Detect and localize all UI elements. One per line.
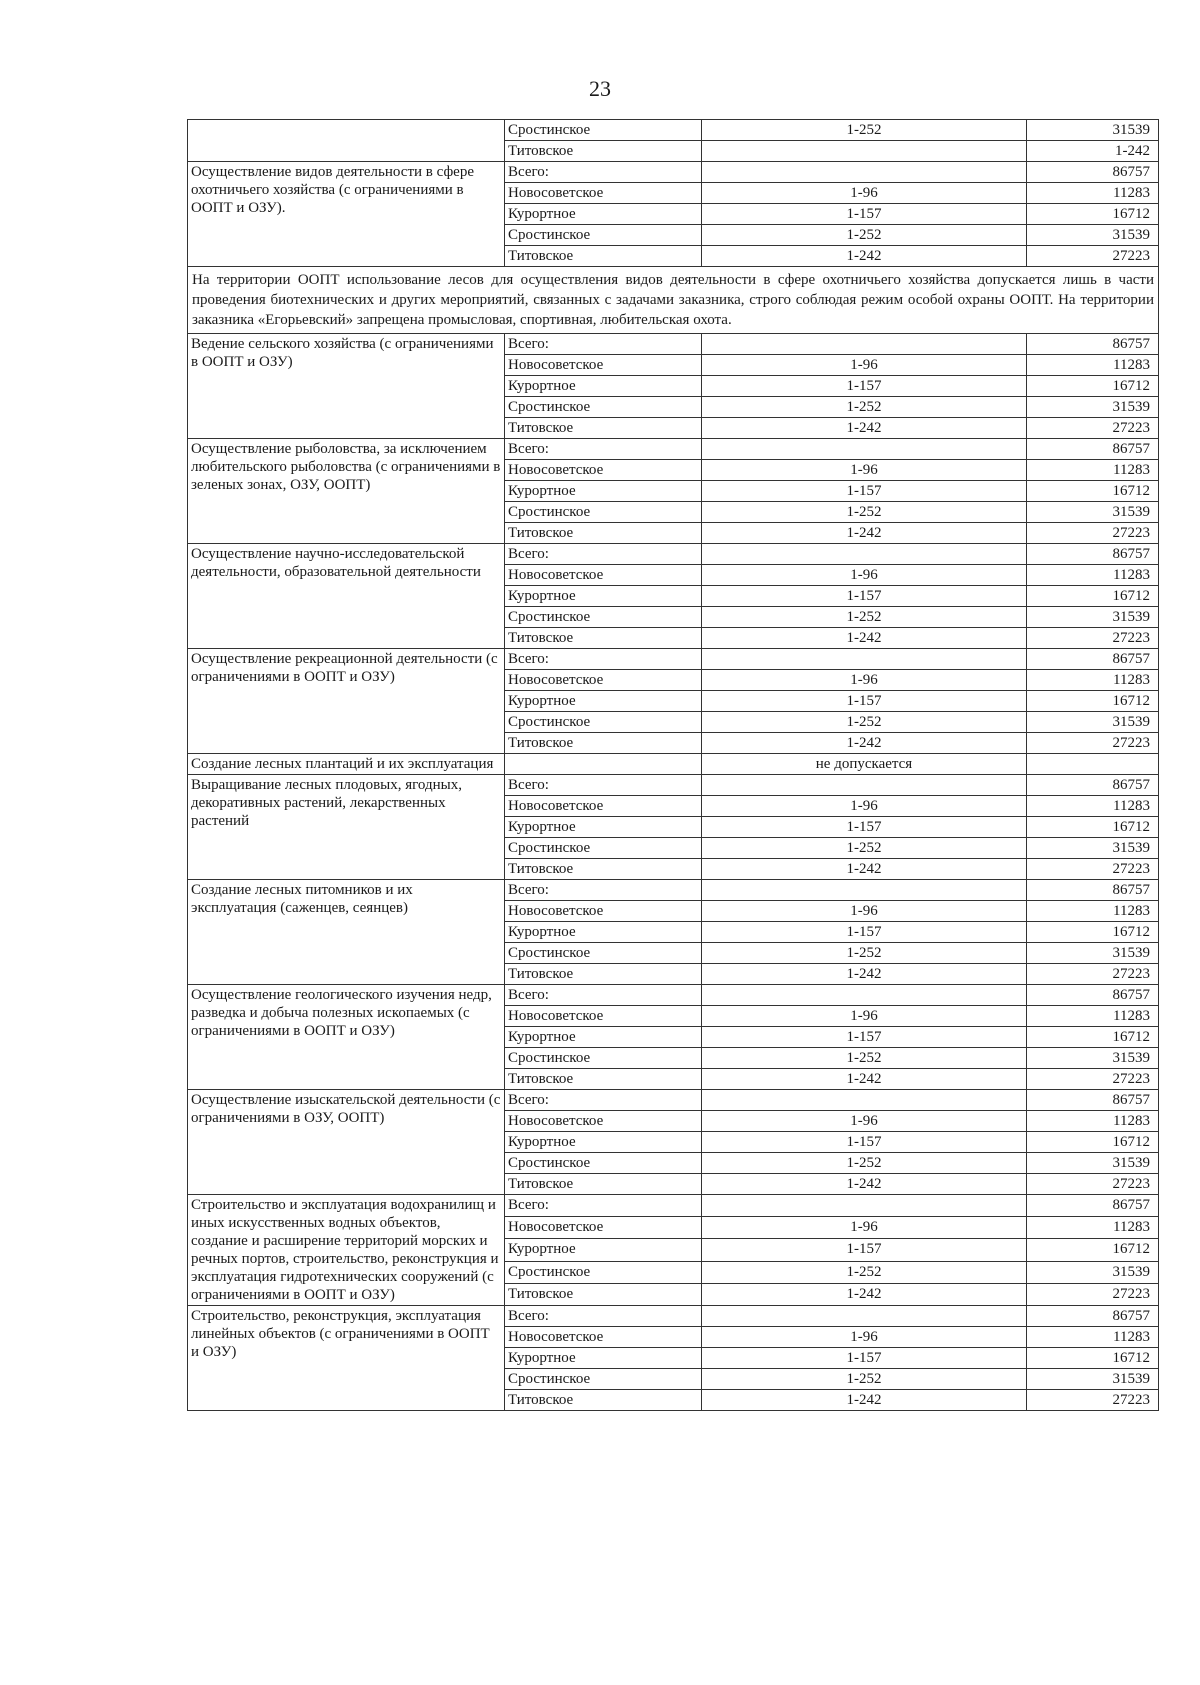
area-cell: 27223 xyxy=(1027,733,1159,754)
quarters-cell: 1-157 xyxy=(702,586,1027,607)
district-cell: Сростинское xyxy=(505,943,702,964)
district-cell: Новосоветское xyxy=(505,1111,702,1132)
district-cell: Курортное xyxy=(505,481,702,502)
area-cell: 16712 xyxy=(1027,1027,1159,1048)
quarters-cell: 1-252 xyxy=(702,943,1027,964)
area-cell: 27223 xyxy=(1027,246,1159,267)
area-cell: 16712 xyxy=(1027,691,1159,712)
district-cell: Сростинское xyxy=(505,502,702,523)
quarters-cell: 1-96 xyxy=(702,565,1027,586)
table-row xyxy=(188,439,1159,460)
area-cell: 11283 xyxy=(1027,901,1159,922)
district-cell: Новосоветское xyxy=(505,1217,702,1239)
area-cell: 86757 xyxy=(1027,649,1159,670)
area-cell: 27223 xyxy=(1027,418,1159,439)
district-cell: Новосоветское xyxy=(505,1006,702,1027)
quarters-cell: 1-96 xyxy=(702,901,1027,922)
quarters-cell: 1-157 xyxy=(702,922,1027,943)
area-cell: 16712 xyxy=(1027,586,1159,607)
table-row xyxy=(188,162,1159,183)
quarters-cell: 1-242 xyxy=(702,1390,1027,1411)
activity-cell: Выращивание лесных плодовых, ягодных, декоративных растений, лекарственных растений xyxy=(188,775,505,880)
area-cell: 11283 xyxy=(1027,1111,1159,1132)
activity-cell: Осуществление рыболовства, за исключением любительского рыболовства (с ограничениями в зеленых зонах, ОЗУ, ООПТ) xyxy=(188,439,505,544)
district-cell: Титовское xyxy=(505,1283,702,1305)
area-cell: 11283 xyxy=(1027,565,1159,586)
area-cell xyxy=(1027,754,1159,775)
area-cell: 11283 xyxy=(1027,355,1159,376)
area-cell: 1-242 xyxy=(1027,141,1159,162)
quarters-cell: 1-242 xyxy=(702,418,1027,439)
activity-cell: Ведение сельского хозяйства (с ограничениями в ООПТ и ОЗУ) xyxy=(188,334,505,439)
district-cell: Курортное xyxy=(505,922,702,943)
quarters-cell xyxy=(702,1090,1027,1111)
district-cell: Сростинское xyxy=(505,838,702,859)
area-cell: 27223 xyxy=(1027,1390,1159,1411)
quarters-cell: 1-252 xyxy=(702,502,1027,523)
quarters-cell xyxy=(702,141,1027,162)
district-cell: Всего: xyxy=(505,880,702,901)
area-cell: 27223 xyxy=(1027,964,1159,985)
district-cell: Титовское xyxy=(505,859,702,880)
quarters-cell: 1-96 xyxy=(702,1006,1027,1027)
quarters-cell xyxy=(702,334,1027,355)
activity-cell: Осуществление рекреационной деятельности (с ограничениями в ООПТ и ОЗУ) xyxy=(188,649,505,754)
district-cell: Всего: xyxy=(505,1306,702,1327)
activity-cell: Осуществление изыскательской деятельности (с ограничениями в ОЗУ, ООПТ) xyxy=(188,1090,505,1195)
quarters-cell xyxy=(702,775,1027,796)
table-row xyxy=(188,544,1159,565)
quarters-cell: 1-96 xyxy=(702,796,1027,817)
area-cell: 16712 xyxy=(1027,1348,1159,1369)
quarters-cell: 1-252 xyxy=(702,1261,1027,1283)
quarters-cell: 1-242 xyxy=(702,246,1027,267)
district-cell: Титовское xyxy=(505,628,702,649)
table-row xyxy=(188,334,1159,355)
district-cell: Курортное xyxy=(505,376,702,397)
area-cell: 16712 xyxy=(1027,1132,1159,1153)
quarters-cell: не допускается xyxy=(702,754,1027,775)
table-row xyxy=(188,649,1159,670)
area-cell: 27223 xyxy=(1027,1283,1159,1305)
quarters-cell xyxy=(702,1195,1027,1217)
quarters-cell xyxy=(702,1306,1027,1327)
activity-cell-continued xyxy=(188,120,505,162)
area-cell: 86757 xyxy=(1027,985,1159,1006)
district-cell: Титовское xyxy=(505,141,702,162)
area-cell: 31539 xyxy=(1027,1261,1159,1283)
activity-cell: Создание лесных питомников и их эксплуатация (саженцев, сеянцев) xyxy=(188,880,505,985)
area-cell: 31539 xyxy=(1027,607,1159,628)
area-cell: 86757 xyxy=(1027,775,1159,796)
table-row xyxy=(188,1195,1159,1217)
quarters-cell: 1-157 xyxy=(702,817,1027,838)
quarters-cell: 1-157 xyxy=(702,1027,1027,1048)
table-row xyxy=(188,120,1159,141)
district-cell: Титовское xyxy=(505,964,702,985)
district-cell: Сростинское xyxy=(505,225,702,246)
district-cell: Титовское xyxy=(505,523,702,544)
quarters-cell: 1-242 xyxy=(702,523,1027,544)
district-cell: Титовское xyxy=(505,246,702,267)
district-cell: Новосоветское xyxy=(505,460,702,481)
table-row xyxy=(188,985,1159,1006)
district-cell: Сростинское xyxy=(505,1048,702,1069)
quarters-cell: 1-96 xyxy=(702,1217,1027,1239)
district-cell: Всего: xyxy=(505,775,702,796)
quarters-cell: 1-157 xyxy=(702,481,1027,502)
quarters-cell: 1-157 xyxy=(702,1239,1027,1261)
quarters-cell: 1-242 xyxy=(702,1069,1027,1090)
area-cell: 16712 xyxy=(1027,204,1159,225)
area-cell: 11283 xyxy=(1027,1327,1159,1348)
table-row xyxy=(188,1306,1159,1327)
area-cell: 27223 xyxy=(1027,628,1159,649)
quarters-cell xyxy=(702,649,1027,670)
quarters-cell: 1-242 xyxy=(702,859,1027,880)
district-cell: Новосоветское xyxy=(505,796,702,817)
area-cell: 86757 xyxy=(1027,334,1159,355)
area-cell: 31539 xyxy=(1027,397,1159,418)
quarters-cell: 1-242 xyxy=(702,733,1027,754)
area-cell: 11283 xyxy=(1027,1006,1159,1027)
quarters-cell: 1-252 xyxy=(702,397,1027,418)
activity-cell: Осуществление видов деятельности в сфере охотничьего хозяйства (с ограничениями в ООПТ и ОЗУ). xyxy=(188,162,505,267)
district-cell: Всего: xyxy=(505,334,702,355)
quarters-cell: 1-252 xyxy=(702,712,1027,733)
area-cell: 86757 xyxy=(1027,544,1159,565)
area-cell: 86757 xyxy=(1027,1306,1159,1327)
area-cell: 86757 xyxy=(1027,880,1159,901)
district-cell: Курортное xyxy=(505,204,702,225)
quarters-cell: 1-252 xyxy=(702,607,1027,628)
area-cell: 11283 xyxy=(1027,670,1159,691)
forest-use-table xyxy=(187,119,1159,1411)
quarters-cell: 1-96 xyxy=(702,355,1027,376)
district-cell: Курортное xyxy=(505,1027,702,1048)
district-cell: Всего: xyxy=(505,649,702,670)
quarters-cell xyxy=(702,880,1027,901)
district-cell: Титовское xyxy=(505,1390,702,1411)
area-cell: 27223 xyxy=(1027,1069,1159,1090)
area-cell: 86757 xyxy=(1027,1195,1159,1217)
district-cell: Сростинское xyxy=(505,397,702,418)
area-cell: 31539 xyxy=(1027,225,1159,246)
area-cell: 86757 xyxy=(1027,439,1159,460)
quarters-cell xyxy=(702,162,1027,183)
area-cell: 11283 xyxy=(1027,460,1159,481)
area-cell: 86757 xyxy=(1027,162,1159,183)
quarters-cell: 1-157 xyxy=(702,1132,1027,1153)
district-cell: Курортное xyxy=(505,1348,702,1369)
note-text: На территории ООПТ использование лесов для осуществления видов деятельности в сфере охотничьего хозяйства допускается лишь в части проведения биотехнических и других мероприятий, связанных с задачами заказника, строго соблюдая режим особой охраны ООПТ. На территории заказника «Егорьевский» запрещена промысловая, спортивная, любительская охота. xyxy=(188,267,1159,334)
page-number: 23 xyxy=(589,76,611,101)
quarters-cell: 1-252 xyxy=(702,1153,1027,1174)
district-cell: Курортное xyxy=(505,817,702,838)
quarters-cell: 1-252 xyxy=(702,1048,1027,1069)
quarters-cell: 1-242 xyxy=(702,1174,1027,1195)
district-cell: Новосоветское xyxy=(505,1327,702,1348)
quarters-cell: 1-157 xyxy=(702,204,1027,225)
district-cell: Титовское xyxy=(505,1174,702,1195)
quarters-cell: 1-252 xyxy=(702,838,1027,859)
area-cell: 31539 xyxy=(1027,943,1159,964)
area-cell: 16712 xyxy=(1027,376,1159,397)
area-cell: 86757 xyxy=(1027,1090,1159,1111)
activity-cell: Строительство и эксплуатация водохранилищ и иных искусственных водных объектов, создание и расширение территорий морских и речных портов, строительство, реконструкция и эксплуатация гидротехнических сооружений (с ограничениями в ООПТ и ОЗУ) xyxy=(188,1195,505,1306)
quarters-cell: 1-157 xyxy=(702,1348,1027,1369)
area-cell: 31539 xyxy=(1027,120,1159,141)
area-cell: 31539 xyxy=(1027,838,1159,859)
quarters-cell: 1-157 xyxy=(702,376,1027,397)
quarters-cell: 1-242 xyxy=(702,628,1027,649)
district-cell: Сростинское xyxy=(505,607,702,628)
district-cell: Новосоветское xyxy=(505,901,702,922)
area-cell: 11283 xyxy=(1027,1217,1159,1239)
area-cell: 27223 xyxy=(1027,523,1159,544)
district-cell: Сростинское xyxy=(505,1261,702,1283)
quarters-cell: 1-242 xyxy=(702,964,1027,985)
district-cell: Титовское xyxy=(505,1069,702,1090)
quarters-cell: 1-96 xyxy=(702,183,1027,204)
district-cell: Курортное xyxy=(505,1239,702,1261)
activity-cell: Осуществление научно-исследовательской деятельности, образовательной деятельности xyxy=(188,544,505,649)
district-cell: Курортное xyxy=(505,691,702,712)
area-cell: 31539 xyxy=(1027,1369,1159,1390)
activity-cell: Создание лесных плантаций и их эксплуатация xyxy=(188,754,505,775)
quarters-cell: 1-96 xyxy=(702,460,1027,481)
area-cell: 16712 xyxy=(1027,922,1159,943)
district-cell: Всего: xyxy=(505,544,702,565)
district-cell: Курортное xyxy=(505,586,702,607)
quarters-cell: 1-157 xyxy=(702,691,1027,712)
table-row xyxy=(188,754,1159,775)
district-cell: Новосоветское xyxy=(505,355,702,376)
quarters-cell: 1-252 xyxy=(702,120,1027,141)
district-cell: Всего: xyxy=(505,439,702,460)
district-cell: Титовское xyxy=(505,418,702,439)
quarters-cell xyxy=(702,985,1027,1006)
quarters-cell: 1-96 xyxy=(702,670,1027,691)
note-row xyxy=(188,267,1159,334)
quarters-cell: 1-96 xyxy=(702,1327,1027,1348)
area-cell: 31539 xyxy=(1027,712,1159,733)
district-cell: Всего: xyxy=(505,162,702,183)
district-cell: Всего: xyxy=(505,1195,702,1217)
table-body xyxy=(188,120,1159,1411)
quarters-cell: 1-96 xyxy=(702,1111,1027,1132)
area-cell: 27223 xyxy=(1027,1174,1159,1195)
district-cell: Новосоветское xyxy=(505,565,702,586)
quarters-cell: 1-242 xyxy=(702,1283,1027,1305)
area-cell: 11283 xyxy=(1027,183,1159,204)
district-cell xyxy=(505,754,702,775)
quarters-cell: 1-252 xyxy=(702,225,1027,246)
table-row xyxy=(188,1090,1159,1111)
district-cell: Новосоветское xyxy=(505,670,702,691)
district-cell: Всего: xyxy=(505,1090,702,1111)
area-cell: 31539 xyxy=(1027,502,1159,523)
activity-cell: Строительство, реконструкция, эксплуатация линейных объектов (с ограничениями в ООПТ и ОЗУ) xyxy=(188,1306,505,1411)
district-cell: Курортное xyxy=(505,1132,702,1153)
district-cell: Всего: xyxy=(505,985,702,1006)
area-cell: 27223 xyxy=(1027,859,1159,880)
area-cell: 16712 xyxy=(1027,817,1159,838)
table-row xyxy=(188,880,1159,901)
activity-cell: Осуществление геологического изучения недр, разведка и добыча полезных ископаемых (с ограничениями в ООПТ и ОЗУ) xyxy=(188,985,505,1090)
area-cell: 16712 xyxy=(1027,481,1159,502)
area-cell: 31539 xyxy=(1027,1153,1159,1174)
district-cell: Сростинское xyxy=(505,1153,702,1174)
table-row xyxy=(188,775,1159,796)
area-cell: 11283 xyxy=(1027,796,1159,817)
area-cell: 16712 xyxy=(1027,1239,1159,1261)
district-cell: Титовское xyxy=(505,733,702,754)
district-cell: Сростинское xyxy=(505,712,702,733)
quarters-cell xyxy=(702,544,1027,565)
district-cell: Сростинское xyxy=(505,120,702,141)
district-cell: Сростинское xyxy=(505,1369,702,1390)
quarters-cell: 1-252 xyxy=(702,1369,1027,1390)
quarters-cell xyxy=(702,439,1027,460)
area-cell: 31539 xyxy=(1027,1048,1159,1069)
district-cell: Новосоветское xyxy=(505,183,702,204)
